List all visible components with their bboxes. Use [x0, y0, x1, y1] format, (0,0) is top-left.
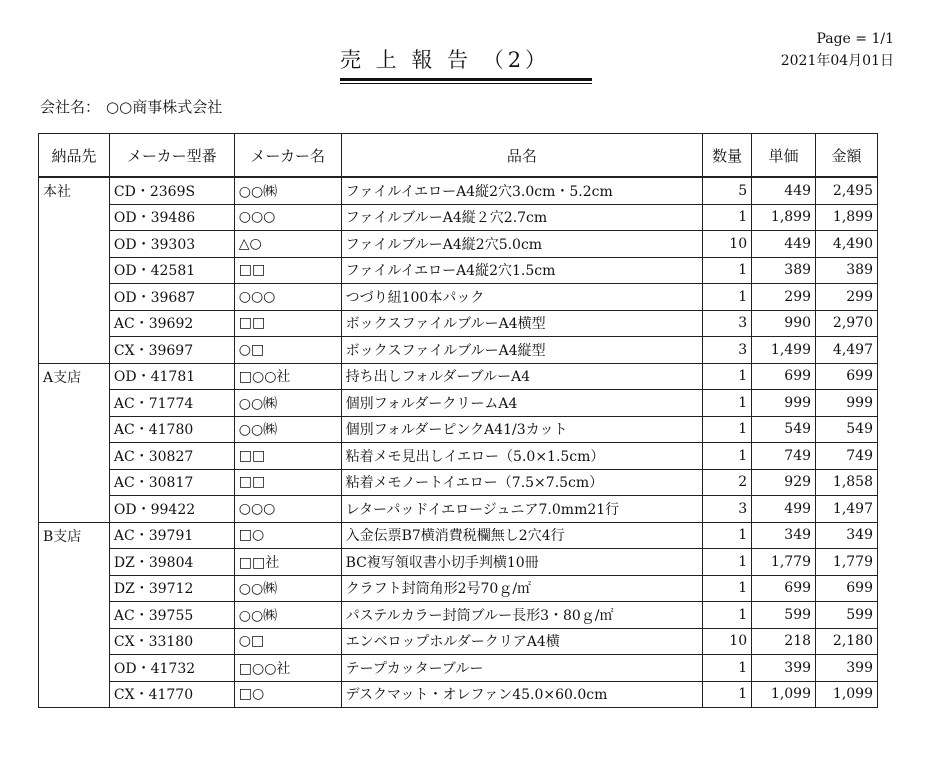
cell-product: ファイルブルーA4縦２穴2.7cm [341, 204, 703, 231]
cell-model: OD・41732 [109, 655, 234, 682]
cell-unit-price: 1,499 [752, 337, 816, 364]
cell-model: OD・39303 [109, 231, 234, 258]
cell-product: エンベロップホルダークリアA4横 [341, 628, 703, 655]
cell-amount: 1,099 [816, 681, 878, 708]
cell-quantity: 1 [703, 416, 752, 443]
cell-maker: ○○㈱ [234, 390, 341, 417]
cell-model: OD・99422 [109, 496, 234, 523]
cell-maker: ○○㈱ [234, 416, 341, 443]
table-row [39, 390, 878, 417]
cell-unit-price: 749 [752, 443, 816, 470]
cell-model: AC・30827 [109, 443, 234, 470]
cell-destination [39, 602, 110, 629]
cell-unit-price: 499 [752, 496, 816, 523]
cell-maker: □□ [234, 469, 341, 496]
table-row [39, 655, 878, 682]
page-number: Page = 1/1 [816, 31, 894, 47]
cell-product: デスクマット・オレファン45.0×60.0cm [341, 681, 703, 708]
cell-unit-price: 999 [752, 390, 816, 417]
cell-quantity: 1 [703, 602, 752, 629]
company-line [40, 96, 222, 117]
header-quantity: 数量 [703, 134, 752, 178]
cell-quantity: 1 [703, 681, 752, 708]
cell-destination [39, 681, 110, 708]
table-row [39, 443, 878, 470]
cell-maker: □□ [234, 257, 341, 284]
cell-quantity: 5 [703, 177, 752, 204]
cell-amount: 999 [816, 390, 878, 417]
cell-quantity: 10 [703, 231, 752, 258]
cell-unit-price: 449 [752, 231, 816, 258]
cell-destination [39, 549, 110, 576]
cell-quantity: 1 [703, 257, 752, 284]
cell-unit-price: 699 [752, 363, 816, 390]
cell-quantity: 1 [703, 390, 752, 417]
report-title: 売 上 報 告 （2） [340, 44, 592, 81]
company-label: 会社名： [40, 98, 101, 116]
cell-amount: 399 [816, 655, 878, 682]
cell-product: 個別フォルダークリームA4 [341, 390, 703, 417]
cell-unit-price: 299 [752, 284, 816, 311]
cell-maker: □○○社 [234, 655, 341, 682]
table-row [39, 496, 878, 523]
table-row [39, 231, 878, 258]
cell-product: 入金伝票B7横消費税欄無し2穴4行 [341, 522, 703, 549]
table-row [39, 522, 878, 549]
cell-product: レターパッドイエロージュニア7.0mm21行 [341, 496, 703, 523]
cell-destination [39, 204, 110, 231]
cell-maker: □□ [234, 443, 341, 470]
cell-model: CX・41770 [109, 681, 234, 708]
page-info [781, 28, 894, 72]
header-unit-price: 単価 [752, 134, 816, 178]
cell-amount: 349 [816, 522, 878, 549]
table-row [39, 310, 878, 337]
cell-maker: □□ [234, 310, 341, 337]
cell-model: OD・41781 [109, 363, 234, 390]
table-row [39, 204, 878, 231]
cell-model: DZ・39712 [109, 575, 234, 602]
cell-amount: 4,490 [816, 231, 878, 258]
cell-model: AC・71774 [109, 390, 234, 417]
cell-maker: □□社 [234, 549, 341, 576]
cell-product: テープカッターブルー [341, 655, 703, 682]
cell-product: 粘着メモノートイエロー（7.5×7.5cm） [341, 469, 703, 496]
cell-maker: □○ [234, 681, 341, 708]
report-date: 2021年04月01日 [780, 53, 894, 69]
header-model: メーカー型番 [109, 134, 234, 178]
header-product: 品名 [341, 134, 703, 178]
cell-unit-price: 449 [752, 177, 816, 204]
cell-product: 持ち出しフォルダーブルーA4 [341, 363, 703, 390]
table-row [39, 469, 878, 496]
header-destination: 納品先 [39, 134, 110, 178]
cell-quantity: 10 [703, 628, 752, 655]
cell-product: ファイルイエローA4縦2穴3.0cm・5.2cm [341, 177, 703, 204]
cell-unit-price: 399 [752, 655, 816, 682]
cell-model: CX・33180 [109, 628, 234, 655]
cell-unit-price: 549 [752, 416, 816, 443]
cell-model: AC・30817 [109, 469, 234, 496]
company-name: ○○商事株式会社 [106, 98, 223, 116]
cell-unit-price: 389 [752, 257, 816, 284]
cell-maker: ○□ [234, 628, 341, 655]
cell-unit-price: 1,779 [752, 549, 816, 576]
cell-unit-price: 218 [752, 628, 816, 655]
table-row [39, 337, 878, 364]
cell-amount: 699 [816, 575, 878, 602]
cell-model: AC・39791 [109, 522, 234, 549]
cell-destination [39, 628, 110, 655]
cell-amount: 699 [816, 363, 878, 390]
cell-destination: B支店 [39, 522, 110, 549]
cell-destination [39, 655, 110, 682]
cell-unit-price: 599 [752, 602, 816, 629]
cell-model: OD・42581 [109, 257, 234, 284]
cell-amount: 389 [816, 257, 878, 284]
cell-amount: 1,779 [816, 549, 878, 576]
cell-unit-price: 1,099 [752, 681, 816, 708]
cell-destination [39, 443, 110, 470]
cell-amount: 2,495 [816, 177, 878, 204]
header-maker: メーカー名 [234, 134, 341, 178]
table-row [39, 284, 878, 311]
cell-maker: △○ [234, 231, 341, 258]
cell-product: 粘着メモ見出しイエロー（5.0×1.5cm） [341, 443, 703, 470]
cell-amount: 599 [816, 602, 878, 629]
cell-product: パステルカラー封筒ブルー長形3・80ｇ/㎡ [341, 602, 703, 629]
cell-destination [39, 231, 110, 258]
cell-product: BC複写領収書小切手判横10冊 [341, 549, 703, 576]
cell-amount: 1,899 [816, 204, 878, 231]
cell-maker: ○○○ [234, 284, 341, 311]
header-amount: 金額 [816, 134, 878, 178]
cell-quantity: 3 [703, 310, 752, 337]
cell-destination [39, 257, 110, 284]
cell-destination [39, 390, 110, 417]
cell-product: 個別フォルダーピンクA41/3カット [341, 416, 703, 443]
cell-product: クラフト封筒角形2号70ｇ/㎡ [341, 575, 703, 602]
cell-model: CD・2369S [109, 177, 234, 204]
table-row [39, 416, 878, 443]
table-body [39, 177, 878, 708]
cell-maker: □○○社 [234, 363, 341, 390]
cell-product: ボックスファイルブルーA4縦型 [341, 337, 703, 364]
cell-product: ファイルイエローA4縦2穴1.5cm [341, 257, 703, 284]
cell-quantity: 1 [703, 549, 752, 576]
cell-quantity: 1 [703, 363, 752, 390]
cell-quantity: 1 [703, 204, 752, 231]
cell-destination [39, 310, 110, 337]
cell-maker: ○□ [234, 337, 341, 364]
table-row [39, 681, 878, 708]
cell-product: つづり紐100本パック [341, 284, 703, 311]
cell-maker: ○○○ [234, 204, 341, 231]
cell-quantity: 1 [703, 443, 752, 470]
cell-model: CX・39697 [109, 337, 234, 364]
cell-amount: 2,180 [816, 628, 878, 655]
cell-destination [39, 416, 110, 443]
cell-destination [39, 575, 110, 602]
cell-amount: 4,497 [816, 337, 878, 364]
cell-quantity: 1 [703, 655, 752, 682]
cell-model: DZ・39804 [109, 549, 234, 576]
cell-quantity: 1 [703, 522, 752, 549]
cell-amount: 299 [816, 284, 878, 311]
cell-model: AC・39755 [109, 602, 234, 629]
cell-model: AC・39692 [109, 310, 234, 337]
cell-amount: 1,858 [816, 469, 878, 496]
cell-quantity: 1 [703, 284, 752, 311]
cell-destination: 本社 [39, 177, 110, 204]
cell-maker: ○○○ [234, 496, 341, 523]
cell-unit-price: 929 [752, 469, 816, 496]
cell-quantity: 3 [703, 496, 752, 523]
sales-table [38, 133, 878, 708]
table-row [39, 575, 878, 602]
cell-quantity: 2 [703, 469, 752, 496]
cell-unit-price: 699 [752, 575, 816, 602]
table-row [39, 628, 878, 655]
cell-destination [39, 496, 110, 523]
cell-amount: 1,497 [816, 496, 878, 523]
cell-destination: A支店 [39, 363, 110, 390]
cell-amount: 549 [816, 416, 878, 443]
cell-destination [39, 284, 110, 311]
cell-maker: ○○㈱ [234, 602, 341, 629]
cell-maker: ○○㈱ [234, 575, 341, 602]
cell-quantity: 1 [703, 575, 752, 602]
cell-amount: 2,970 [816, 310, 878, 337]
table-header-row [39, 134, 878, 178]
cell-amount: 749 [816, 443, 878, 470]
cell-product: ボックスファイルブルーA4横型 [341, 310, 703, 337]
cell-model: OD・39486 [109, 204, 234, 231]
table-row [39, 257, 878, 284]
cell-destination [39, 337, 110, 364]
table-row [39, 363, 878, 390]
cell-unit-price: 990 [752, 310, 816, 337]
cell-maker: ○○㈱ [234, 177, 341, 204]
table-row [39, 602, 878, 629]
cell-unit-price: 349 [752, 522, 816, 549]
cell-model: OD・39687 [109, 284, 234, 311]
cell-maker: □○ [234, 522, 341, 549]
table-row [39, 549, 878, 576]
table-row [39, 177, 878, 204]
cell-model: AC・41780 [109, 416, 234, 443]
cell-destination [39, 469, 110, 496]
cell-product: ファイルブルーA4縦2穴5.0cm [341, 231, 703, 258]
cell-quantity: 3 [703, 337, 752, 364]
cell-unit-price: 1,899 [752, 204, 816, 231]
